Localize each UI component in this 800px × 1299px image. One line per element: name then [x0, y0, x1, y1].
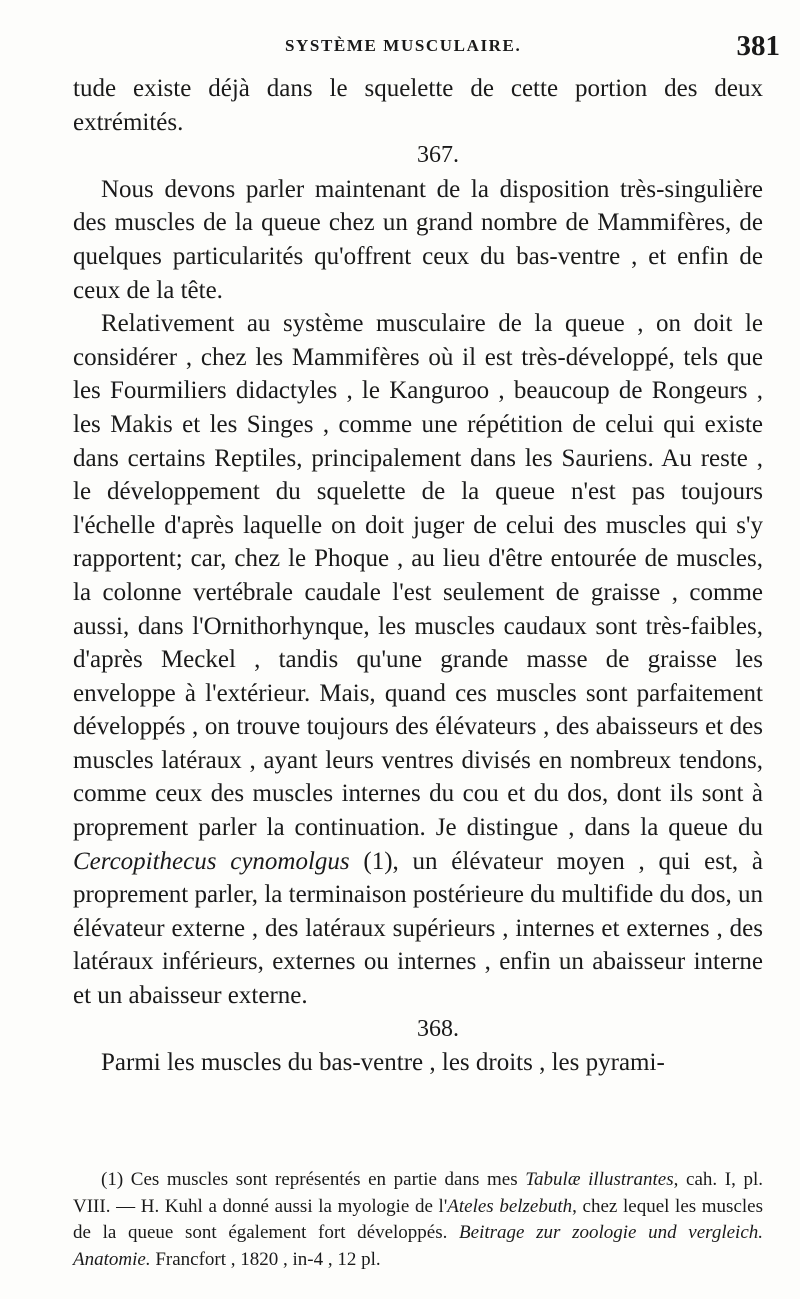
paragraph-text: Relativement au système musculaire de la queue , on doit le considérer , chez les Mammifères où il est très-développé, tels que les Fourmiliers didactyles , le Kanguroo , beaucoup de Rongeurs , les Makis et les Singes , comme une répétition de celui qui existe dans certains Reptiles, principalement dans les Sauriens. Au reste , le développement du squelette de la queue n'est pas toujours l'échelle d'après laquelle on doit juger de celui des muscles qui s'y rapportent; car, chez le Phoque , au lieu d'être entourée de muscles, la colonne vertébrale caudale l'est seulement de graisse , comme aussi, dans l'Ornithorhynque, les muscles caudaux sont très-faibles, d'après Meckel , tandis qu'une grande masse de graisse les enveloppe à l'extérieur. Mais, quand ces muscles sont parfaitement développés , on trouve toujours des élévateurs , des abaisseurs et des muscles latéraux , ayant leurs ventres divisés en nombreux tendons, comme ceux des muscles internes du cou et du dos, dont ils sont à proprement parler la continuation. Je distingue , dans la queue du — [73, 310, 763, 842]
paragraph-abdominal-muscles: Parmi les muscles du bas-ventre , les droits , les pyrami- — [101, 1049, 665, 1077]
footnote-text: , chez lequel les muscles de la queue sont également fort développés. — [73, 1195, 763, 1243]
footnote-species: Ateles belzebuth — [447, 1195, 573, 1217]
footnote-1 — [73, 1167, 763, 1273]
footnote-reference: Beitrage zur zoologie und vergleich. Anatomie. — [73, 1222, 764, 1270]
section-number-367: 367. — [417, 142, 459, 169]
footnote-text: Francfort , 1820 , in-4 , 12 pl. — [155, 1248, 381, 1270]
footnote-text: (1) Ces muscles sont représentés en partie dans mes — [101, 1169, 518, 1190]
running-title: SYSTÈME MUSCULAIRE. — [285, 36, 522, 55]
page-number: 381 — [736, 30, 780, 62]
paragraph-tail-muscles-intro: Nous devons parler maintenant de la disposition très-singulière des muscles de la queue chez un grand nombre de Mammifères, de quelques particularités qu'offrent ceux du bas-ventre , et enfin de ceux de la tête. — [73, 175, 763, 304]
paragraph-text: (1), un élévateur moyen , qui est, à proprement parler, la terminaison postérieure du multifide du dos, un élévateur externe , des latéraux supérieurs , internes et externes , des latéraux inférieurs, externes ou internes , enfin un abaisseur interne et un abaisseur externe. — [73, 847, 764, 1010]
section-number-368: 368. — [417, 1015, 459, 1042]
footnote-text: , cah. I, pl. VIII. — H. Kuhl a donné aussi la myologie de l' — [73, 1169, 763, 1217]
footnotes — [73, 1167, 763, 1273]
paragraph-continued: tude existe déjà dans le squelette de cette portion des deux extrémités. — [73, 75, 763, 136]
footnote-title: Tabulæ illustrantes — [525, 1169, 674, 1190]
page-header — [0, 30, 800, 70]
paragraph-tail-muscles — [73, 307, 763, 1012]
species-name: Cercopithecus cynomolgus — [73, 847, 350, 875]
body-text — [73, 72, 763, 1080]
